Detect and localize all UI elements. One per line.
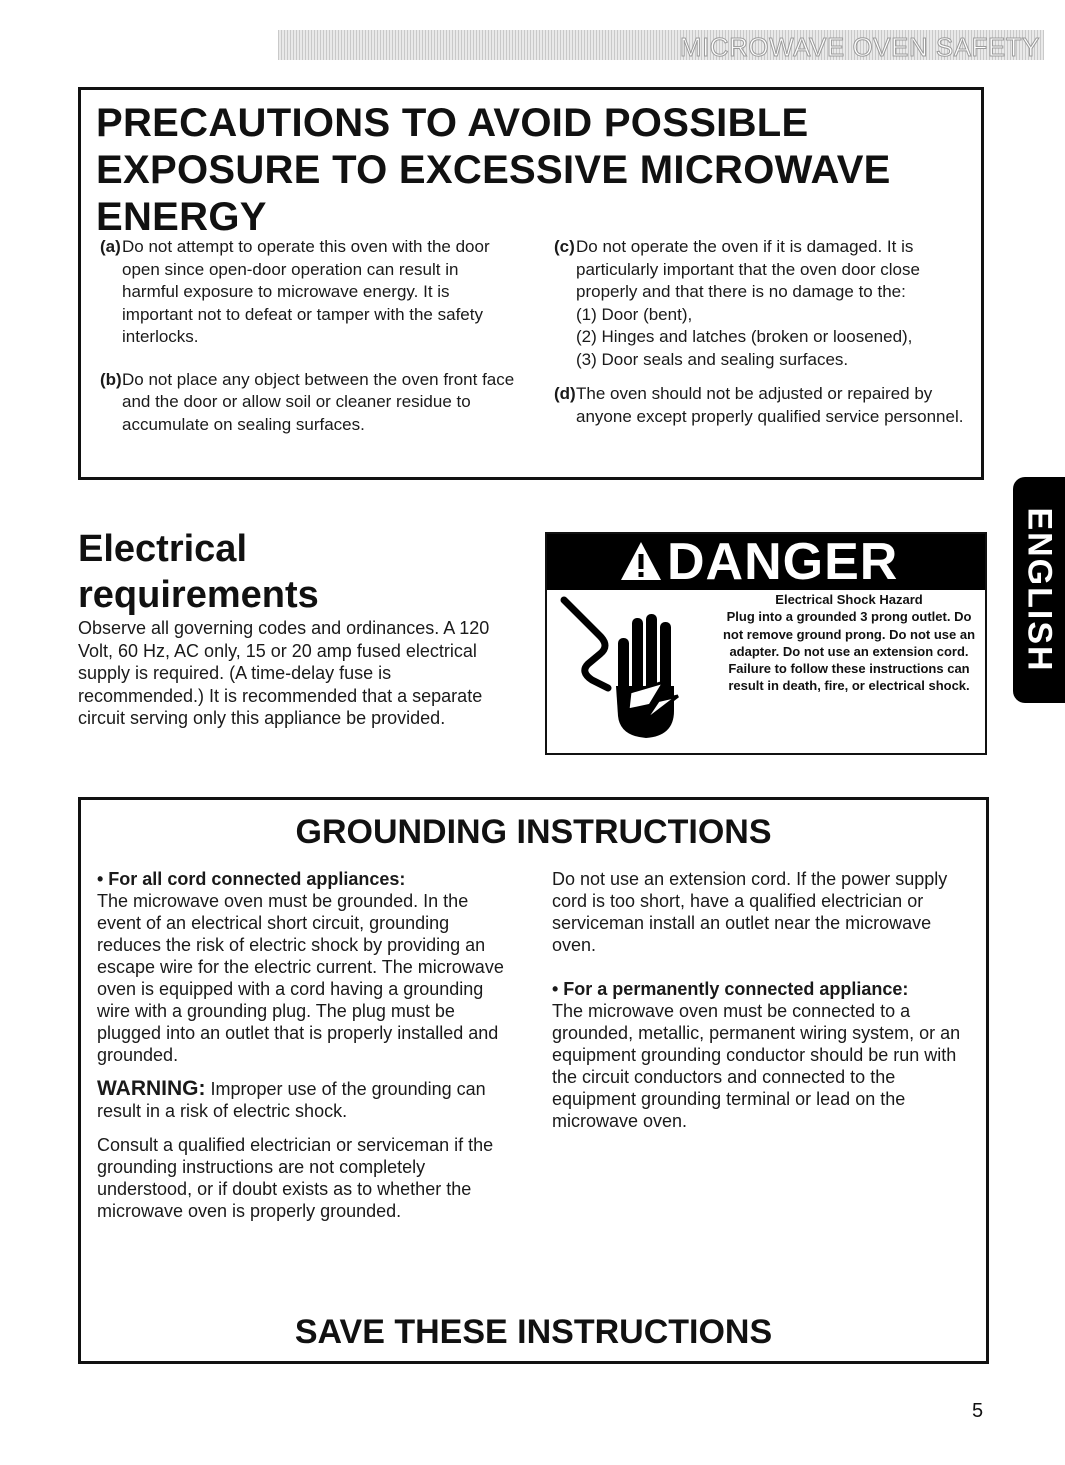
precaution-c-item-3: (3) Door seals and sealing surfaces. <box>576 349 849 369</box>
precautions-right-column <box>554 236 974 440</box>
danger-word: DANGER <box>667 533 899 591</box>
precaution-d-label: (d) <box>554 384 576 403</box>
precaution-c <box>554 236 974 371</box>
extension-cord-text: Do not use an extension cord. If the power supply cord is too short, have a qualified electrician or serviceman install an outlet near the microwave oven. <box>552 869 948 955</box>
grounding-right-column <box>552 868 972 1132</box>
precaution-b-label: (b) <box>100 369 122 389</box>
precaution-d <box>554 383 974 428</box>
precaution-d-text: The oven should not be adjusted or repaired by anyone except properly qualified service personnel. <box>576 384 964 426</box>
warning-text: Improper use of the grounding can result in a risk of electric shock. <box>97 1079 486 1121</box>
precaution-a-label: (a) <box>100 237 121 256</box>
danger-instructions: Plug into a grounded 3 prong outlet. Do not remove ground prong. Do not use an adapter. Do not use an extension cord. <box>722 609 976 659</box>
precaution-c-item-1: (1) Door (bent), <box>576 304 693 324</box>
precaution-b-text: Do not place any object between the oven front face and the door or allow soil or cleaner residue to accumulate on sealing surfaces. <box>122 369 515 434</box>
cord-connected-text: The microwave oven must be grounded. In the event of an electrical short circuit, grounding reduces the risk of electric shock by providing an escape wire for the electric current. The microwave oven is equipped with a cord having a grounding wire with a grounding plug. The plug must be plugged into an outlet that is properly installed and grounded. <box>97 891 504 1065</box>
language-side-tab <box>1013 477 1065 703</box>
electrical-title-line2: requirements <box>78 574 319 616</box>
precaution-c-label: (c) <box>554 237 575 256</box>
grounding-warning <box>97 1078 517 1122</box>
banner-title: MICROWAVE OVEN SAFETY <box>679 32 1040 62</box>
page-number: 5 <box>972 1400 984 1422</box>
electric-shock-hand-icon <box>560 596 720 746</box>
grounding-title: GROUNDING INSTRUCTIONS <box>295 813 772 851</box>
permanent-connected-text: The microwave oven must be connected to a grounded, metallic, permanent wiring system, or an equipment grounding conductor should be run with the circuit conductors and connected to the equipment grounding terminal or lead on the microwave oven. <box>552 1001 961 1131</box>
electrical-title <box>78 526 319 618</box>
section-banner <box>278 30 1044 60</box>
consult-text: Consult a qualified electrician or serviceman if the grounding instructions are not completely understood, or if doubt exists as to whether the microwave oven is properly grounded. <box>97 1135 494 1221</box>
danger-header <box>547 534 985 590</box>
warning-label: WARNING: <box>97 1077 206 1100</box>
precaution-b <box>100 369 518 437</box>
electrical-title-line1: Electrical <box>78 528 247 570</box>
warning-triangle-icon <box>619 540 663 582</box>
permanent-connected-heading: • For a permanently connected appliance: <box>552 979 909 999</box>
precautions-title: PRECAUTIONS TO AVOID POSSIBLE EXPOSURE TO EXCESSIVE MICROWAVE ENERGY <box>96 101 891 239</box>
save-instructions-title: SAVE THESE INSTRUCTIONS <box>294 1313 773 1351</box>
danger-text <box>718 591 980 695</box>
precautions-left-column <box>100 236 518 448</box>
electrical-body: Observe all governing codes and ordinances. A 120 Volt, 60 Hz, AC only, 15 or 20 amp fused electrical supply is required. (A time-delay fuse is recommended.) It is recommended that a separate circuit serving only this appliance be provided. <box>78 618 490 729</box>
danger-consequence: Failure to follow these instructions can result in death, fire, or electrical shock. <box>728 661 970 694</box>
precaution-a-text: Do not attempt to operate this oven with the door open since open-door operation can result in harmful exposure to microwave energy. It is important not to defeat or tamper with the safety interlocks. <box>122 237 490 346</box>
precaution-c-item-2: (2) Hinges and latches (broken or loosened), <box>576 327 913 346</box>
grounding-left-column <box>97 868 517 1222</box>
language-side-tab-label: ENGLISH <box>1020 507 1059 673</box>
precaution-a <box>100 236 518 349</box>
danger-hazard-title: Electrical Shock Hazard <box>775 592 923 607</box>
precaution-c-text: Do not operate the oven if it is damaged. It is particularly important that the oven door close properly and that there is no damage to the: <box>576 237 920 301</box>
cord-connected-heading: • For all cord connected appliances: <box>97 869 406 889</box>
